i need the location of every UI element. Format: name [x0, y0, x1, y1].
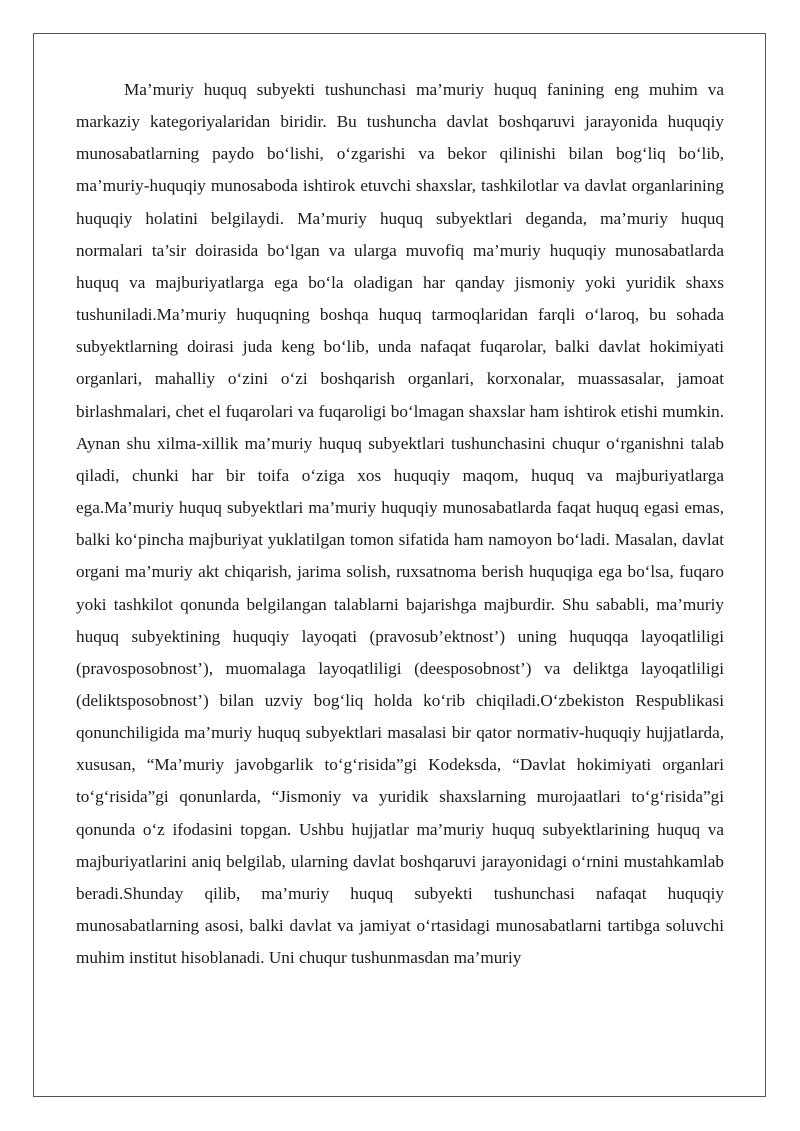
body-paragraph: Ma’muriy huquq subyekti tushunchasi ma’muriy huquq fanining eng muhim va markaziy kategoriyalaridan biridir. Bu tushuncha davlat boshqaruvi jarayonida huquqiy munosabatlarning paydo bo‘lishi, o‘zgarishi va bekor qilinishi bilan bog‘liq bo‘lib, ma’muriy-huquqiy munosaboda ishtirok etuvchi shaxslar, tashkilotlar va davlat organlarining huquqiy holatini belgilaydi. Ma’muriy huquq subyektlari deganda, ma’muriy huquq normalari ta’sir doirasida bo‘lgan va ularga muvofiq ma’muriy huquqiy munosabatlarda huquq va majburiyatlarga ega bo‘la oladigan har qanday jismoniy yoki yuridik shaxs tushuniladi.Ma’muriy huquqning boshqa huquq tarmoqlaridan farqli o‘laroq, bu sohada subyektlarning doirasi juda keng bo‘lib, unda nafaqat fuqarolar, balki davlat hokimiyati organlari, mahalliy o‘zini o‘zi boshqarish organlari, korxonalar, muassasalar, jamoat birlashmalari, chet el fuqarolari va fuqaroligi bo‘lmagan shaxslar ham ishtirok etishi mumkin. Aynan shu xilma-xillik ma’muriy huquq subyektlari tushunchasini chuqur o‘rganishni talab qiladi, chunki har bir toifa o‘ziga xos huquqiy maqom, huquq va majburiyatlarga ega.Ma’muriy huquq subyektlari ma’muriy huquqiy munosabatlarda faqat huquq egasi emas, balki ko‘pincha majburiyat yuklatilgan tomon sifatida ham namoyon bo‘ladi. Masalan, davlat organi ma’muriy akt chiqarish, jarima solish, ruxsatnoma berish huquqiga ega bo‘lsa, fuqaro yoki tashkilot qonunda belgilangan talablarni bajarishga majburdir. Shu sababli, ma’muriy huquq subyektining huquqiy layoqati (pravosub’ektnost’) uning huquqqa layoqatliligi (pravosposobnost’), muomalaga layoqatliligi (deesposobnost’) va deliktga layoqatliligi (deliktsposobnost’) bilan uzviy bog‘liq holda ko‘rib chiqiladi.O‘zbekiston Respublikasi qonunchiligida ma’muriy huquq subyektlari masalasi bir qator normativ-huquqiy hujjatlarda, xususan, “Ma’muriy javobgarlik to‘g‘risida”gi Kodeksda, “Davlat hokimiyati organlari to‘g‘risida”gi qonunlarda, “Jismoniy va yuridik shaxslarning murojaatlari to‘g‘risida”gi qonunda o‘z ifodasini topgan. Ushbu hujjatlar ma’muriy huquq subyektlarining huquq va majburiyatlarini aniq belgilab, ularning davlat boshqaruvi jarayonidagi o‘rnini mustahkamlab beradi.Shunday qilib, ma’muriy huquq subyekti tushunchasi nafaqat huquqiy munosabatlarning asosi, balki davlat va jamiyat o‘rtasidagi munosabatlarni tartibga soluvchi muhim institut hisoblanadi. Uni chuqur tushunmasdan ma’muriy — [76, 80, 724, 968]
